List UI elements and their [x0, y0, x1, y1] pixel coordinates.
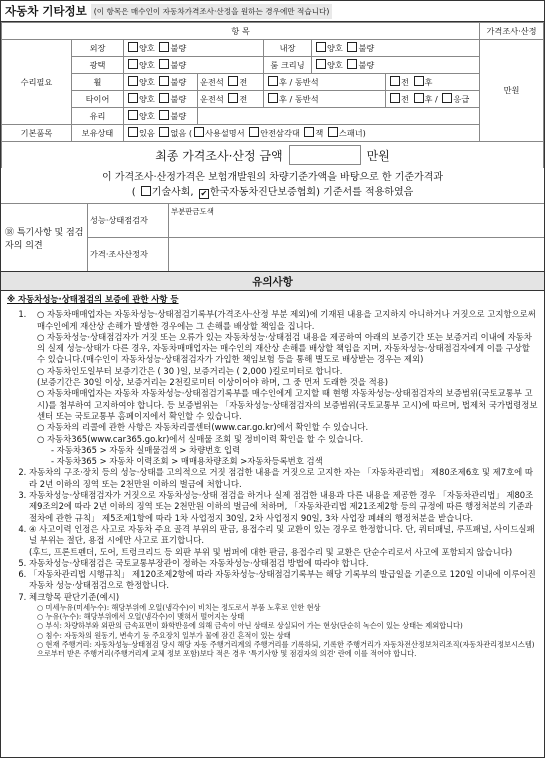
- special-notes-label: ⑱ 특기사항 및 점검자의 의견: [5, 227, 84, 251]
- notice-1g: - 자동차365 > 자동차 실매물검색 > 차량번호 입력: [51, 444, 241, 455]
- glass-bad-checkbox[interactable]: [159, 110, 169, 120]
- label-rear: 후: [279, 77, 287, 87]
- interior-options: [312, 40, 480, 57]
- glass-options: [124, 108, 198, 125]
- notice-1d: ○ 자동차매매업자는 자동차 자동차성능·상태점검기록부를 매수인에게 고지할 때 현행 자동차성능·상태점검자의 보증범위(국토교통부 고시)를 첨부하여 고지하여야 합니다. 등 보증범위는 「자동차성능·상태점검자의 보증범위(국토교통부 고시)에 따르며, 법제처 국가법령정보센터 또는 국토교통부 홈페이지에서 확인할 수 있습니다.: [37, 388, 538, 421]
- label-front: 전: [239, 94, 248, 104]
- exterior-options: [124, 40, 264, 57]
- row-tire: 타이어: [72, 91, 124, 108]
- row-gloss: 광택: [72, 57, 124, 74]
- jack-checkbox[interactable]: [304, 127, 314, 137]
- notice-1c2: (보증기간은 30일 이상, 보증거리는 2천킬로미터 이상이어야 하며, 그 중 먼저 도래한 것을 적용): [37, 377, 389, 388]
- appraiser-label: 가격·조사산정자: [88, 238, 169, 271]
- notice-4b: (후드, 프론트펜더, 도어, 트렁크리드 등 외판 부위 및 범퍼에 대한 판금, 용접수리 및 교환은 단순수리로서 사고에 포함되지 않습니다): [29, 546, 513, 557]
- wheel-bad-checkbox[interactable]: [159, 76, 169, 86]
- section-titlebar: [1, 1, 544, 22]
- final-price-label: 최종 가격조사·산정 금액: [155, 148, 283, 163]
- header-price: 가격조사·산정: [480, 23, 544, 40]
- criteria-4: ○ 침수: 자동차의 원동기, 변속기 등 주요장치 일부가 물에 잠긴 흔적이 있는 상태: [37, 630, 291, 640]
- criteria-5: ○ 현재 주행거리: 자동차성능·상태점검 당시 해당 자동 주행거리계의 주행거리를 기록하되, 기록한 주행거리가 자동차전산정보처리조직(자동차관리정보시스템)으로부터 받은 주행거리(주행거리계 교체 정보 포함)보다 적은 경우 '특기사항 및 점검자의 의견' 란에 이를 적어야 합니다.: [37, 639, 535, 659]
- tire-passenger: 후 / 동반석: [264, 91, 386, 108]
- criteria-2: ○ 누유(누수): 해당부위에서 오일(냉각수)이 맺혀서 떨어지는 상태: [37, 612, 245, 622]
- owned-none-checkbox[interactable]: [159, 127, 169, 137]
- opt-good: 양호: [139, 77, 155, 87]
- label-front: 전: [401, 94, 409, 104]
- label-emergency: 응급: [453, 94, 470, 104]
- opt-bad: 불량: [170, 111, 187, 121]
- tire-good-checkbox[interactable]: [128, 93, 138, 103]
- group-repair: 수리필요: [2, 40, 72, 125]
- final-price-unit: 만원: [366, 148, 390, 163]
- opt-have: 있음: [139, 128, 155, 138]
- statement-opt2: 한국자동차진단보증협회: [209, 187, 317, 198]
- statement-tail: ) 기준서를 적용하였음: [316, 187, 414, 198]
- wheel-driver-front-checkbox[interactable]: [228, 76, 238, 86]
- opt-bad: 불량: [358, 60, 375, 70]
- option-association-checkbox[interactable]: [199, 189, 209, 199]
- header-item: 항 목: [2, 23, 480, 40]
- wheel-good-checkbox[interactable]: [128, 76, 138, 86]
- notice-item-1: [29, 309, 538, 467]
- notice-1c: ○ 자동차인도일부터 보증기간은 ( 30 )일, 보증거리는 ( 2,000 )킬로미터로 합니다.: [37, 365, 343, 376]
- opt-none: 없음: [170, 128, 187, 138]
- notice-1h: - 자동차365 > 자동차 이력조회 > 매매용차량조회 >자동차등록번호 검색: [51, 456, 323, 467]
- spanner-checkbox[interactable]: [328, 127, 338, 137]
- inspector-label: 성능·상태점검자: [88, 204, 169, 237]
- final-price-input[interactable]: [289, 145, 361, 165]
- notice-item-6: 6. 「자동차관리법 시행규칙」 제120조제2항에 따라 자동차성능·상태점검기록부는 해당 기록부의 발급일을 기준으로 120일 이내에 이루어진 자동차 성능·상태점검으로 한정합니다.: [29, 569, 538, 592]
- label-rear: 후: [279, 94, 287, 104]
- opt-bad: 불량: [170, 77, 187, 87]
- section-title-note: (이 항목은 매수인이 자동차가격조사·산정을 원하는 경우에만 적습니다): [91, 4, 333, 19]
- opt-good: 양호: [139, 111, 155, 121]
- row-room: 룸 크리닝: [264, 57, 312, 74]
- criteria-1: ○ 미세누유(미세누수): 해당부위에 오일(냉각수)이 비치는 정도로서 부품 노후로 인한 현상: [37, 603, 321, 613]
- section-title: 자동차 기타정보: [5, 4, 87, 18]
- notice-item-4: [29, 524, 538, 558]
- special-notes: [1, 203, 544, 271]
- statement-opt1: 기술사회,: [151, 187, 194, 198]
- opt-bad: 불량: [358, 43, 375, 53]
- notice-item-5: 5. 자동차성능·상태점검은 국토교통부장관이 정하는 자동차성능·상태점검 방법에 따라야 합니다.: [29, 558, 538, 569]
- owned-options: 있음 없음 ( 사용설명서 안전삼각대 잭 스패너): [124, 125, 480, 142]
- notice-item-3: 3. 자동차성능·상태점검자가 거짓으로 자동차성능·상태 점검을 하거나 실제 점검한 내용과 다른 내용을 제공한 경우 「자동차관리법」 제80조제9조의2에 따라 2년 이하의 징역 또는 2천만원 이하의 벌금에 처하며, 「자동차관리법 제21조제2항 등의 규정에 따른 행정처분의 기준과 절차에 관한 규칙」 제5조제1항에 따라 1차 사업정지 30일, 2차 사업정지 90일, 3차 사업장 폐쇄의 행정처분을 받습니다.: [29, 490, 538, 524]
- gloss-bad-checkbox[interactable]: [159, 59, 169, 69]
- appraiser-opinion[interactable]: [169, 238, 544, 271]
- label-rear: 후: [424, 77, 433, 87]
- row-interior: 내장: [264, 40, 312, 57]
- opt-bad: 불량: [170, 43, 187, 53]
- opt-good: 양호: [139, 43, 155, 53]
- row-exterior: 외장: [72, 40, 124, 57]
- tire-driver-front-checkbox[interactable]: [228, 93, 238, 103]
- label-jack: 잭: [315, 128, 324, 138]
- label-driver: 운전석: [200, 94, 224, 104]
- wheel-options: [124, 74, 198, 91]
- tire-bad-checkbox[interactable]: [159, 93, 169, 103]
- notice-1b: ○ 자동차성능·상태점검자가 거짓 또는 오류가 있는 자동차성능·상태점검 내용을 제공하여 아래의 보증기간 또는 보증거리 이내에 자동차의 실제 성능·상태가 다른 경우, 자동차매매업자는 매수인의 재산상 손해를 배상할 책임을 지며, 자동차성능·상태점검자에게 이를 구상할 수 있습니다.(매수인이 자동차성능·상태점검자가 가입한 책임보험 등을 통해 별도로 배상받는 경우는 제외): [37, 331, 532, 365]
- gloss-good-checkbox[interactable]: [128, 59, 138, 69]
- opt-good: 양호: [327, 60, 343, 70]
- interior-good-checkbox[interactable]: [316, 42, 326, 52]
- gloss-options: [124, 57, 264, 74]
- group-basic: 기본품목: [2, 125, 72, 142]
- row-glass: 유리: [72, 108, 124, 125]
- triangle-checkbox[interactable]: [249, 127, 259, 137]
- label-driver: 운전석: [200, 77, 224, 87]
- notice-4: 4. ④ 사고이력 인정은 사고로 자동차 주요 골격 부위의 판금, 용접수리 및 교환이 있는 경우로 한정합니다. 단, 쿼터패널, 루프패널, 사이드실패널 부위는 절단, 용접 시에만 사고로 표기합니다.: [29, 523, 535, 546]
- room-bad-checkbox[interactable]: [347, 59, 357, 69]
- label-front: 전: [239, 77, 248, 87]
- wheel-passenger: 후 / 동반석: [264, 74, 386, 91]
- exterior-good-checkbox[interactable]: [128, 42, 138, 52]
- wheel-pass-rear-checkbox[interactable]: [414, 76, 424, 86]
- interior-bad-checkbox[interactable]: [347, 42, 357, 52]
- label-passenger: 동반석: [294, 77, 319, 87]
- manual-checkbox[interactable]: [194, 127, 204, 137]
- tire-options: [124, 91, 198, 108]
- label-spanner: 스패너: [338, 128, 363, 138]
- standard-statement: [1, 168, 544, 203]
- inspector-opinion[interactable]: 부분판금도색: [171, 207, 214, 216]
- exterior-bad-checkbox[interactable]: [159, 42, 169, 52]
- notice-subheading: ※ 자동차성능·상태점검의 보증에 관한 사항 등: [7, 294, 179, 304]
- row-wheel: 휠: [72, 74, 124, 91]
- owned-have-checkbox[interactable]: [128, 127, 138, 137]
- other-info-table: [1, 22, 544, 142]
- criteria-3: ○ 부식: 차량하부와 외판의 금속표면이 화학반응에 의해 금속이 아닌 상태로 상실되어 가는 현상(단순히 녹슨이 있는 상태는 제외합니다): [37, 621, 463, 631]
- option-technical-checkbox[interactable]: [141, 186, 151, 196]
- notice-heading: 유의사항: [1, 271, 544, 291]
- tire-driver: [198, 91, 264, 108]
- notice-item-2: 2. 자동차의 구조·장치 등의 성능·상태를 고의적으로 거짓 점검한 내용을 거짓으로 고지한 자는 「자동차관리법」 제80조제6호 및 제7호에 따라 2년 이하의 징역 또는 2천만원 이하의 벌금에 처합니다.: [29, 467, 538, 490]
- tire-driver-rear-checkbox[interactable]: [268, 93, 278, 103]
- wheel-pass-front-checkbox[interactable]: [390, 76, 400, 86]
- label-passenger: 동반석: [294, 94, 319, 104]
- notice-body: [1, 291, 544, 658]
- notice-1a: 1. ○ 자동차매매업자는 자동차성능·상태점검기록부(가격조사·산정 부분 제외)에 기재된 내용을 고지하지 아니하거나 거짓으로 고지함으로써 매수인에게 재산상 손해가 발생한 경우에는 그 손해를 배상할 책임을 집니다.: [37, 309, 536, 331]
- opt-bad: 불량: [170, 60, 187, 70]
- wheel-driver: [198, 74, 264, 91]
- label-rear: 후: [424, 94, 433, 104]
- glass-empty: [198, 108, 480, 125]
- final-price-row: [1, 142, 544, 168]
- tire-pass-rear-checkbox[interactable]: [414, 93, 424, 103]
- opt-good: 양호: [139, 94, 155, 104]
- glass-good-checkbox[interactable]: [128, 110, 138, 120]
- notice-1f: ○ 자동차365(www.car365.go.kr)에서 실매물 조회 및 정비이력 확인을 할 수 있습니다.: [37, 433, 364, 444]
- label-triangle: 안전삼각대: [260, 128, 300, 138]
- room-good-checkbox[interactable]: [316, 59, 326, 69]
- statement-line2: ( 기술사회, ✔ 한국자동차진단보증협회) 기준서를 적용하였음: [1, 185, 544, 200]
- wheel-passenger-opts: [386, 74, 480, 91]
- notice-7: 7. 체크항목 판단기준(예시): [29, 591, 120, 602]
- notice-item-7: [29, 592, 538, 659]
- tire-pass-front-checkbox[interactable]: [390, 93, 400, 103]
- wheel-driver-rear-checkbox[interactable]: [268, 76, 278, 86]
- opt-good: 양호: [139, 60, 155, 70]
- room-options: [312, 57, 480, 74]
- notice-1e: ○ 자동차의 리콜에 관한 사항은 자동차리콜센터(www.car.go.kr)에서 확인할 수 있습니다.: [37, 422, 369, 433]
- row-owned: 보유상태: [72, 125, 124, 142]
- opt-good: 양호: [327, 43, 343, 53]
- label-front: 전: [401, 77, 409, 87]
- opt-bad: 불량: [170, 94, 187, 104]
- label-manual: 사용설명서: [205, 128, 245, 138]
- tire-passenger-opts: 전 후 / 응급: [386, 91, 480, 108]
- price-value: 만원: [480, 40, 544, 142]
- statement-line1: 이 가격조사·산정가격은 보험개발원의 차량기준가액을 바탕으로 한 기준가격과: [101, 172, 444, 183]
- tire-emergency-checkbox[interactable]: [442, 93, 452, 103]
